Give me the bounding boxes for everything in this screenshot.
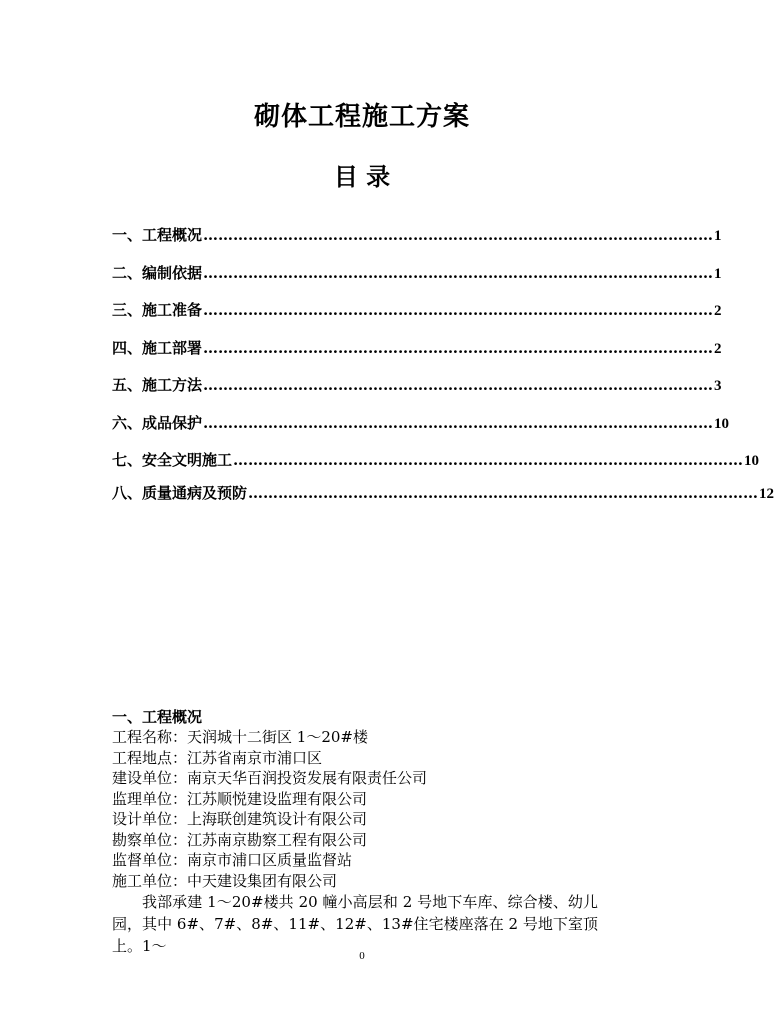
toc-entry-label: 二、编制依据 (112, 263, 203, 282)
toc-entry-label: 三、施工准备 (112, 301, 203, 319)
toc-entry-page: 1 (714, 265, 722, 282)
inspection-unit-line: 监督单位：南京市浦口区质量监督站 (112, 851, 353, 869)
project-location-line: 工程地点：江苏省南京市浦口区 (112, 748, 323, 767)
supervision-unit-line: 监理单位：江苏顺悦建设监理有限公司 (112, 789, 368, 808)
toc-entry[interactable] (112, 299, 722, 337)
toc-entry-page: 2 (714, 340, 722, 357)
toc-entry-page: 10 (714, 415, 730, 432)
toc-entry-label: 七、安全文明施工 (112, 451, 233, 469)
page-number: 0 (359, 950, 365, 962)
toc-entry-page: 1 (714, 228, 722, 244)
toc-entry-page: 3 (714, 378, 722, 394)
owner-unit-line: 建设单位：南京天华百润投资发展有限责任公司 (112, 769, 428, 787)
construction-unit-line: 施工单位：中天建设集团有限公司 (112, 871, 338, 890)
toc-entry-label: 五、施工方法 (112, 376, 203, 394)
toc-entry[interactable] (112, 449, 760, 482)
toc-leader-dots: ………………………………………………………………………………………… (248, 484, 759, 502)
toc-entry[interactable] (112, 337, 722, 375)
toc-entry[interactable] (112, 412, 730, 450)
toc-leader-dots: ………………………………………………………………………………………… (203, 413, 714, 432)
survey-unit-line: 勘察单位：江苏南京勘察工程有限公司 (112, 830, 368, 849)
toc-leader-dots: ………………………………………………………………………………………… (203, 338, 714, 357)
table-of-contents (112, 224, 774, 520)
toc-entry[interactable] (112, 374, 722, 412)
overview-paragraph: 我部承建 1～20#楼共 20 幢小高层和 2 号地下车库、综合楼、幼儿园，其中 6#、7#、8#、11#、12#、13#住宅楼座落在 2 号地下室顶上。1～ (112, 893, 598, 955)
toc-entry-page: 10 (744, 453, 760, 469)
toc-leader-dots: ………………………………………………………………………………………… (203, 263, 714, 282)
toc-entry-page: 2 (714, 303, 722, 319)
toc-leader-dots: ………………………………………………………………………………………… (233, 451, 744, 469)
section-heading: 一、工程概况 (112, 708, 203, 726)
toc-leader-dots: ………………………………………………………………………………………… (203, 376, 714, 394)
toc-entry-page: 12 (759, 486, 774, 502)
project-overview-section (112, 707, 602, 957)
toc-entry-label: 六、成品保护 (112, 413, 203, 432)
project-name-line: 工程名称：天润城十二街区 1～20#楼 (112, 728, 368, 746)
document-title: 砌体工程施工方案 (253, 102, 470, 132)
toc-entry-label: 一、工程概况 (112, 226, 203, 244)
toc-entry[interactable] (112, 482, 774, 520)
toc-entry-label: 四、施工部署 (112, 338, 203, 357)
toc-entry-label: 八、质量通病及预防 (112, 484, 248, 502)
toc-entry[interactable] (112, 224, 722, 262)
toc-entry[interactable] (112, 262, 722, 300)
toc-leader-dots: ………………………………………………………………………………………… (203, 301, 714, 319)
design-unit-line: 设计单位：上海联创建筑设计有限公司 (112, 810, 368, 828)
toc-leader-dots: ………………………………………………………………………………………… (203, 226, 714, 244)
toc-heading: 目 录 (333, 162, 391, 191)
